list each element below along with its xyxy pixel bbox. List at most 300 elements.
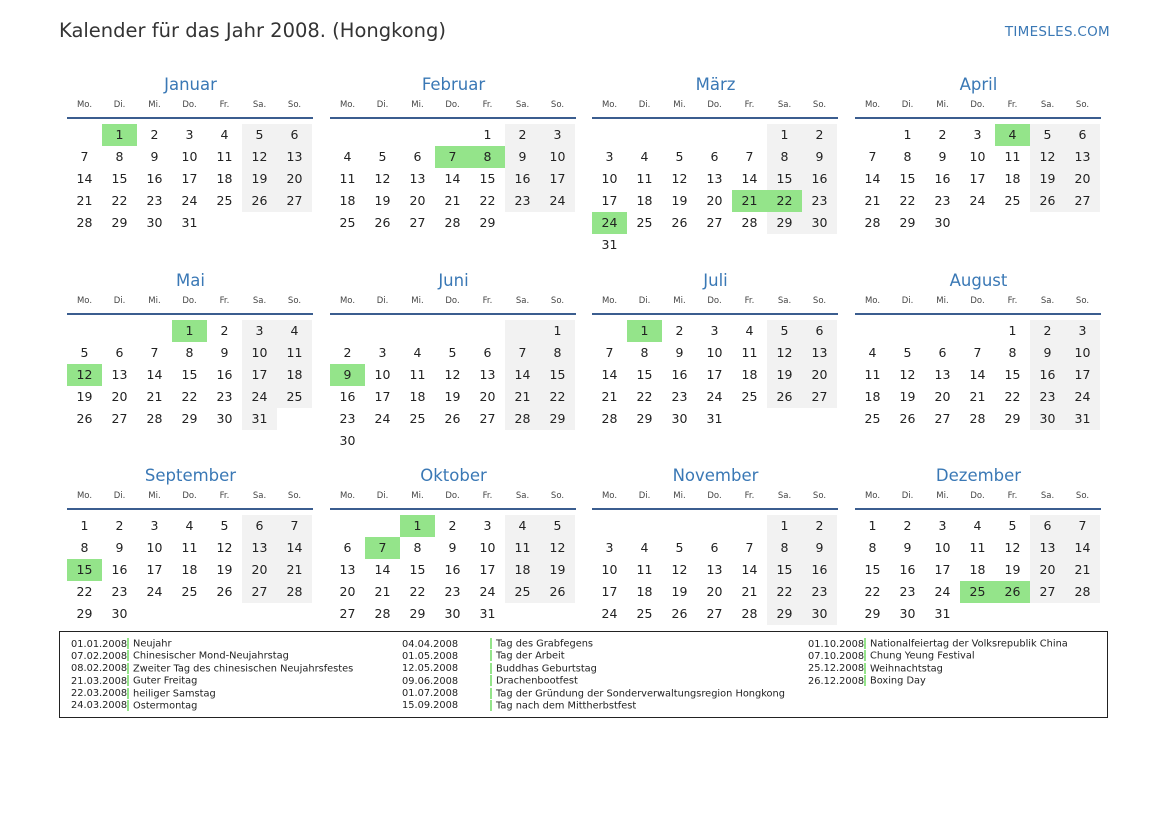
weekday-label: Fr.	[482, 296, 493, 306]
legend-item	[808, 638, 1068, 650]
calendar-day: 25	[505, 581, 540, 603]
weekday-label: Mo.	[339, 296, 356, 306]
calendar-day: 9	[448, 540, 457, 555]
calendar-day: 18	[1004, 171, 1021, 186]
calendar-day: 6	[242, 515, 277, 537]
weekday-label: Mo.	[601, 491, 618, 501]
weekday-label: Di.	[901, 100, 914, 110]
calendar-day: 17	[601, 584, 618, 599]
calendar-day: 18	[181, 562, 198, 577]
month-11	[592, 463, 839, 621]
calendar-day: 2	[220, 323, 229, 338]
holiday-day: 15	[67, 559, 102, 581]
weekday-label: Sa.	[777, 296, 792, 306]
calendar-day: 22	[1004, 389, 1021, 404]
legend-marker	[127, 675, 129, 686]
weekday-label: Mo.	[864, 296, 881, 306]
calendar-day: 3	[185, 127, 194, 142]
weekday-label: Sa.	[515, 100, 530, 110]
calendar-day: 20	[1030, 559, 1065, 581]
calendar-day: 1	[80, 518, 89, 533]
month-divider	[855, 508, 1101, 510]
calendar-day: 5	[1008, 518, 1017, 533]
calendar-day: 14	[505, 364, 540, 386]
calendar-day: 17	[540, 168, 575, 190]
calendar-day: 21	[505, 386, 540, 408]
calendar-day: 31	[601, 237, 618, 252]
weekday-label: Di.	[113, 100, 126, 110]
weekday-label: Di.	[376, 491, 389, 501]
calendar-day: 23	[802, 190, 837, 212]
calendar-day: 19	[242, 168, 277, 190]
month-name: Juni	[438, 271, 469, 290]
month-divider	[67, 313, 313, 315]
calendar-day: 10	[601, 562, 618, 577]
calendar-day: 11	[1004, 149, 1021, 164]
weekday-label: Mo.	[76, 100, 93, 110]
calendar-day: 30	[216, 411, 233, 426]
weekday-header	[592, 489, 839, 503]
calendar-day: 10	[969, 149, 986, 164]
calendar-day: 23	[899, 584, 916, 599]
legend-marker	[127, 650, 129, 661]
calendar-day: 28	[741, 606, 758, 621]
legend-name: Nationalfeiertag der Volksrepublik China	[870, 638, 1068, 650]
weekday-label: So.	[1075, 491, 1090, 501]
legend-date: 22.03.2008	[71, 688, 128, 700]
calendar-day: 14	[444, 171, 461, 186]
calendar-day: 17	[706, 367, 723, 382]
calendar-day: 2	[903, 518, 912, 533]
month-divider	[592, 508, 838, 510]
calendar-day: 26	[216, 584, 233, 599]
calendar-day: 19	[1004, 562, 1021, 577]
holiday-day: 7	[365, 537, 400, 559]
calendar-day: 13	[934, 367, 951, 382]
calendar-day: 19	[671, 584, 688, 599]
weekday-label: Do.	[182, 491, 197, 501]
weekday-header	[67, 294, 314, 308]
month-7	[592, 268, 839, 426]
calendar-day: 26	[540, 581, 575, 603]
legend-marker	[864, 675, 866, 686]
weekday-label: Di.	[638, 100, 651, 110]
calendar-day: 30	[802, 603, 837, 625]
calendar-day: 7	[505, 342, 540, 364]
calendar-day: 3	[1065, 320, 1100, 342]
weekday-label: Di.	[901, 296, 914, 306]
weekday-label: Fr.	[744, 100, 755, 110]
month-divider	[855, 117, 1101, 119]
calendar-day: 29	[767, 603, 802, 625]
weekday-label: So.	[287, 296, 302, 306]
weekday-header	[855, 294, 1102, 308]
calendar-day: 8	[903, 149, 912, 164]
calendar-day: 14	[741, 562, 758, 577]
calendar-day: 11	[636, 562, 653, 577]
calendar-day: 13	[277, 146, 312, 168]
weekday-label: So.	[812, 491, 827, 501]
month-name: Juli	[703, 271, 728, 290]
calendar-day: 19	[76, 389, 93, 404]
weekday-label: Mi.	[148, 491, 161, 501]
calendar-day: 10	[479, 540, 496, 555]
calendar-day: 12	[671, 562, 688, 577]
calendar-day: 8	[413, 540, 422, 555]
legend-item	[402, 688, 785, 700]
month-3	[592, 72, 839, 252]
calendar-day: 28	[444, 215, 461, 230]
holiday-day: 1	[172, 320, 207, 342]
calendar-day: 9	[802, 537, 837, 559]
month-name: August	[949, 271, 1008, 290]
calendar-day: 23	[146, 193, 163, 208]
calendar-day: 26	[242, 190, 277, 212]
calendar-day: 27	[111, 411, 128, 426]
calendar-day: 29	[636, 411, 653, 426]
calendar-day: 10	[1065, 342, 1100, 364]
calendar-day: 10	[242, 342, 277, 364]
calendar-day: 23	[444, 584, 461, 599]
calendar-day: 11	[505, 537, 540, 559]
holiday-day: 22	[767, 190, 802, 212]
weekday-label: Mi.	[148, 100, 161, 110]
weekday-label: Mi.	[411, 296, 424, 306]
weekday-label: Fr.	[482, 491, 493, 501]
weekday-label: Do.	[182, 296, 197, 306]
calendar-day: 9	[150, 149, 159, 164]
calendar-day: 17	[934, 562, 951, 577]
calendar-day: 1	[868, 518, 877, 533]
calendar-day: 24	[969, 193, 986, 208]
weekday-header	[67, 98, 314, 112]
calendar-day: 24	[540, 190, 575, 212]
calendar-day: 5	[448, 345, 457, 360]
legend-column	[71, 638, 353, 712]
calendar-day: 7	[745, 540, 754, 555]
calendar-day: 22	[111, 193, 128, 208]
calendar-day: 14	[1065, 537, 1100, 559]
calendar-day: 12	[671, 171, 688, 186]
calendar-day: 28	[1065, 581, 1100, 603]
calendar-day: 21	[146, 389, 163, 404]
calendar-day: 14	[277, 537, 312, 559]
legend-name: Ostermontag	[133, 700, 198, 712]
legend-date: 15.09.2008	[402, 700, 459, 712]
calendar-day: 4	[640, 149, 649, 164]
calendar-day: 6	[1030, 515, 1065, 537]
calendar-day: 24	[934, 584, 951, 599]
month-1	[67, 72, 314, 230]
weekday-label: Do.	[707, 296, 722, 306]
calendar-day: 9	[675, 345, 684, 360]
weekday-label: So.	[1075, 100, 1090, 110]
calendar-day: 27	[339, 606, 356, 621]
weekday-label: Fr.	[744, 296, 755, 306]
calendar-day: 20	[934, 389, 951, 404]
calendar-day: 14	[374, 562, 391, 577]
calendar-day: 30	[934, 215, 951, 230]
legend-date: 01.01.2008	[71, 638, 128, 650]
legend-marker	[127, 688, 129, 699]
legend-name: Neujahr	[133, 638, 172, 650]
weekday-header	[330, 294, 577, 308]
calendar-day: 15	[864, 562, 881, 577]
calendar-day: 25	[277, 386, 312, 408]
calendar-day: 27	[409, 215, 426, 230]
calendar-day: 1	[767, 515, 802, 537]
calendar-day: 12	[1004, 540, 1021, 555]
legend-date: 04.04.2008	[402, 638, 459, 650]
calendar-day: 23	[671, 389, 688, 404]
calendar-day: 27	[242, 581, 277, 603]
calendar-day: 2	[448, 518, 457, 533]
calendar-day: 26	[76, 411, 93, 426]
calendar-day: 9	[220, 345, 229, 360]
calendar-day: 24	[146, 584, 163, 599]
weekday-label: Sa.	[1040, 100, 1055, 110]
calendar-day: 28	[277, 581, 312, 603]
calendar-day: 30	[444, 606, 461, 621]
legend-marker	[490, 675, 492, 686]
weekday-label: Mi.	[936, 100, 949, 110]
calendar-day: 23	[339, 411, 356, 426]
calendar-day: 28	[76, 215, 93, 230]
legend-item	[71, 688, 353, 700]
calendar-day: 16	[899, 562, 916, 577]
calendar-day: 1	[540, 320, 575, 342]
calendar-day: 14	[741, 171, 758, 186]
weekday-label: Mo.	[339, 491, 356, 501]
calendar-day: 20	[706, 193, 723, 208]
calendar-day: 15	[181, 367, 198, 382]
weekday-label: Sa.	[252, 491, 267, 501]
legend-marker	[490, 688, 492, 699]
calendar-day: 20	[1065, 168, 1100, 190]
month-name: Januar	[164, 75, 217, 94]
month-divider	[592, 117, 838, 119]
legend-name: Tag nach dem Mittherbstfest	[496, 700, 637, 712]
month-name: März	[695, 75, 736, 94]
calendar-day: 12	[444, 367, 461, 382]
calendar-day: 2	[150, 127, 159, 142]
calendar-day: 10	[706, 345, 723, 360]
legend-marker	[490, 650, 492, 661]
calendar-day: 7	[1065, 515, 1100, 537]
calendar-day: 26	[767, 386, 802, 408]
weekday-label: Fr.	[744, 491, 755, 501]
calendar-day: 31	[181, 215, 198, 230]
calendar-day: 2	[675, 323, 684, 338]
calendar-day: 11	[969, 540, 986, 555]
calendar-day: 12	[1030, 146, 1065, 168]
weekday-label: So.	[287, 491, 302, 501]
calendar-day: 12	[216, 540, 233, 555]
calendar-day: 15	[479, 171, 496, 186]
month-name: September	[144, 466, 237, 485]
calendar-day: 20	[111, 389, 128, 404]
month-divider	[592, 313, 838, 315]
weekday-label: Fr.	[219, 100, 230, 110]
legend-column	[402, 638, 785, 712]
calendar-day: 25	[216, 193, 233, 208]
calendar-day: 22	[864, 584, 881, 599]
calendar-day: 15	[767, 168, 802, 190]
calendar-day: 21	[969, 389, 986, 404]
calendar-day: 7	[80, 149, 89, 164]
calendar-day: 8	[640, 345, 649, 360]
month-2	[330, 72, 577, 230]
holiday-day: 1	[627, 320, 662, 342]
legend-name: Tag des Grabfegens	[496, 638, 594, 650]
weekday-label: Mi.	[936, 296, 949, 306]
weekday-label: Sa.	[252, 296, 267, 306]
calendar-day: 21	[277, 559, 312, 581]
calendar-day: 21	[601, 389, 618, 404]
calendar-day: 7	[973, 345, 982, 360]
weekday-label: Fr.	[1007, 100, 1018, 110]
weekday-label: Mo.	[76, 296, 93, 306]
legend-name: Guter Freitag	[133, 675, 198, 687]
legend-marker	[127, 638, 129, 649]
legend-item	[71, 675, 353, 687]
legend-marker	[864, 650, 866, 661]
calendar-day: 16	[802, 559, 837, 581]
month-name: Mai	[176, 271, 205, 290]
calendar-day: 31	[242, 408, 277, 430]
legend-marker	[127, 700, 129, 711]
calendar-day: 17	[969, 171, 986, 186]
weekday-label: So.	[287, 100, 302, 110]
calendar-day: 12	[767, 342, 802, 364]
calendar-day: 1	[483, 127, 492, 142]
calendar-day: 12	[374, 171, 391, 186]
legend-item	[808, 650, 1068, 662]
weekday-label: Mi.	[411, 100, 424, 110]
weekday-label: Sa.	[515, 296, 530, 306]
calendar-day: 23	[111, 584, 128, 599]
calendar-day: 1	[767, 124, 802, 146]
weekday-label: Mo.	[864, 491, 881, 501]
legend-date: 08.02.2008	[71, 663, 128, 675]
weekday-label: Do.	[707, 100, 722, 110]
month-name: Februar	[421, 75, 486, 94]
calendar-day: 10	[146, 540, 163, 555]
calendar-day: 7	[868, 149, 877, 164]
weekday-label: Do.	[707, 491, 722, 501]
brand-link[interactable]: TIMESLES.COM	[1004, 24, 1110, 40]
month-name: Dezember	[935, 466, 1022, 485]
calendar-day: 15	[767, 559, 802, 581]
calendar-day: 12	[540, 537, 575, 559]
weekday-header	[330, 98, 577, 112]
calendar-day: 16	[444, 562, 461, 577]
legend-item	[402, 650, 785, 662]
calendar-day: 19	[671, 193, 688, 208]
calendar-day: 19	[767, 364, 802, 386]
calendar-day: 11	[339, 171, 356, 186]
weekday-label: Do.	[970, 296, 985, 306]
calendar-day: 26	[671, 215, 688, 230]
calendar-day: 3	[483, 518, 492, 533]
weekday-label: Di.	[638, 491, 651, 501]
calendar-day: 9	[903, 540, 912, 555]
weekday-label: Di.	[638, 296, 651, 306]
legend-date: 12.05.2008	[402, 663, 459, 675]
calendar-day: 24	[706, 389, 723, 404]
calendar-day: 29	[767, 212, 802, 234]
calendar-day: 18	[864, 389, 881, 404]
calendar-day: 4	[185, 518, 194, 533]
calendar-day: 8	[1008, 345, 1017, 360]
calendar-day: 28	[741, 215, 758, 230]
calendar-day: 29	[1004, 411, 1021, 426]
calendar-day: 25	[636, 215, 653, 230]
weekday-label: Fr.	[219, 491, 230, 501]
calendar-day: 4	[220, 127, 229, 142]
calendar-day: 11	[741, 345, 758, 360]
legend-marker	[127, 663, 129, 674]
weekday-label: Mi.	[673, 100, 686, 110]
calendar-day: 16	[671, 367, 688, 382]
month-5	[67, 268, 314, 426]
calendar-day: 11	[636, 171, 653, 186]
calendar-day: 30	[802, 212, 837, 234]
calendar-day: 31	[479, 606, 496, 621]
calendar-day: 5	[80, 345, 89, 360]
calendar-day: 24	[479, 584, 496, 599]
legend-name: Boxing Day	[870, 675, 926, 687]
legend-marker	[864, 638, 866, 649]
holiday-day: 12	[67, 364, 102, 386]
legend-name: Drachenbootfest	[496, 675, 578, 687]
calendar-day: 26	[1030, 190, 1065, 212]
calendar-day: 25	[181, 584, 198, 599]
calendar-day: 16	[111, 562, 128, 577]
calendar-day: 30	[339, 433, 356, 448]
calendar-day: 22	[479, 193, 496, 208]
month-8	[855, 268, 1102, 426]
calendar-day: 6	[343, 540, 352, 555]
calendar-day: 6	[277, 124, 312, 146]
legend-name: Tag der Arbeit	[496, 650, 565, 662]
calendar-day: 2	[1030, 320, 1065, 342]
legend-item	[71, 700, 353, 712]
calendar-day: 16	[216, 367, 233, 382]
calendar-day: 1	[1008, 323, 1017, 338]
calendar-day: 16	[505, 168, 540, 190]
calendar-day: 4	[505, 515, 540, 537]
calendar-day: 3	[605, 149, 614, 164]
calendar-day: 24	[1065, 386, 1100, 408]
calendar-day: 11	[216, 149, 233, 164]
weekday-label: So.	[812, 296, 827, 306]
calendar-day: 28	[146, 411, 163, 426]
calendar-day: 6	[413, 149, 422, 164]
calendar-day: 21	[864, 193, 881, 208]
calendar-day: 25	[1004, 193, 1021, 208]
calendar-day: 17	[181, 171, 198, 186]
calendar-day: 13	[409, 171, 426, 186]
calendar-day: 15	[111, 171, 128, 186]
legend-date: 09.06.2008	[402, 675, 459, 687]
calendar-day: 18	[636, 193, 653, 208]
calendar-day: 16	[934, 171, 951, 186]
calendar-day: 23	[802, 581, 837, 603]
holiday-day: 8	[470, 146, 505, 168]
calendar-day: 3	[710, 323, 719, 338]
calendar-day: 27	[706, 215, 723, 230]
